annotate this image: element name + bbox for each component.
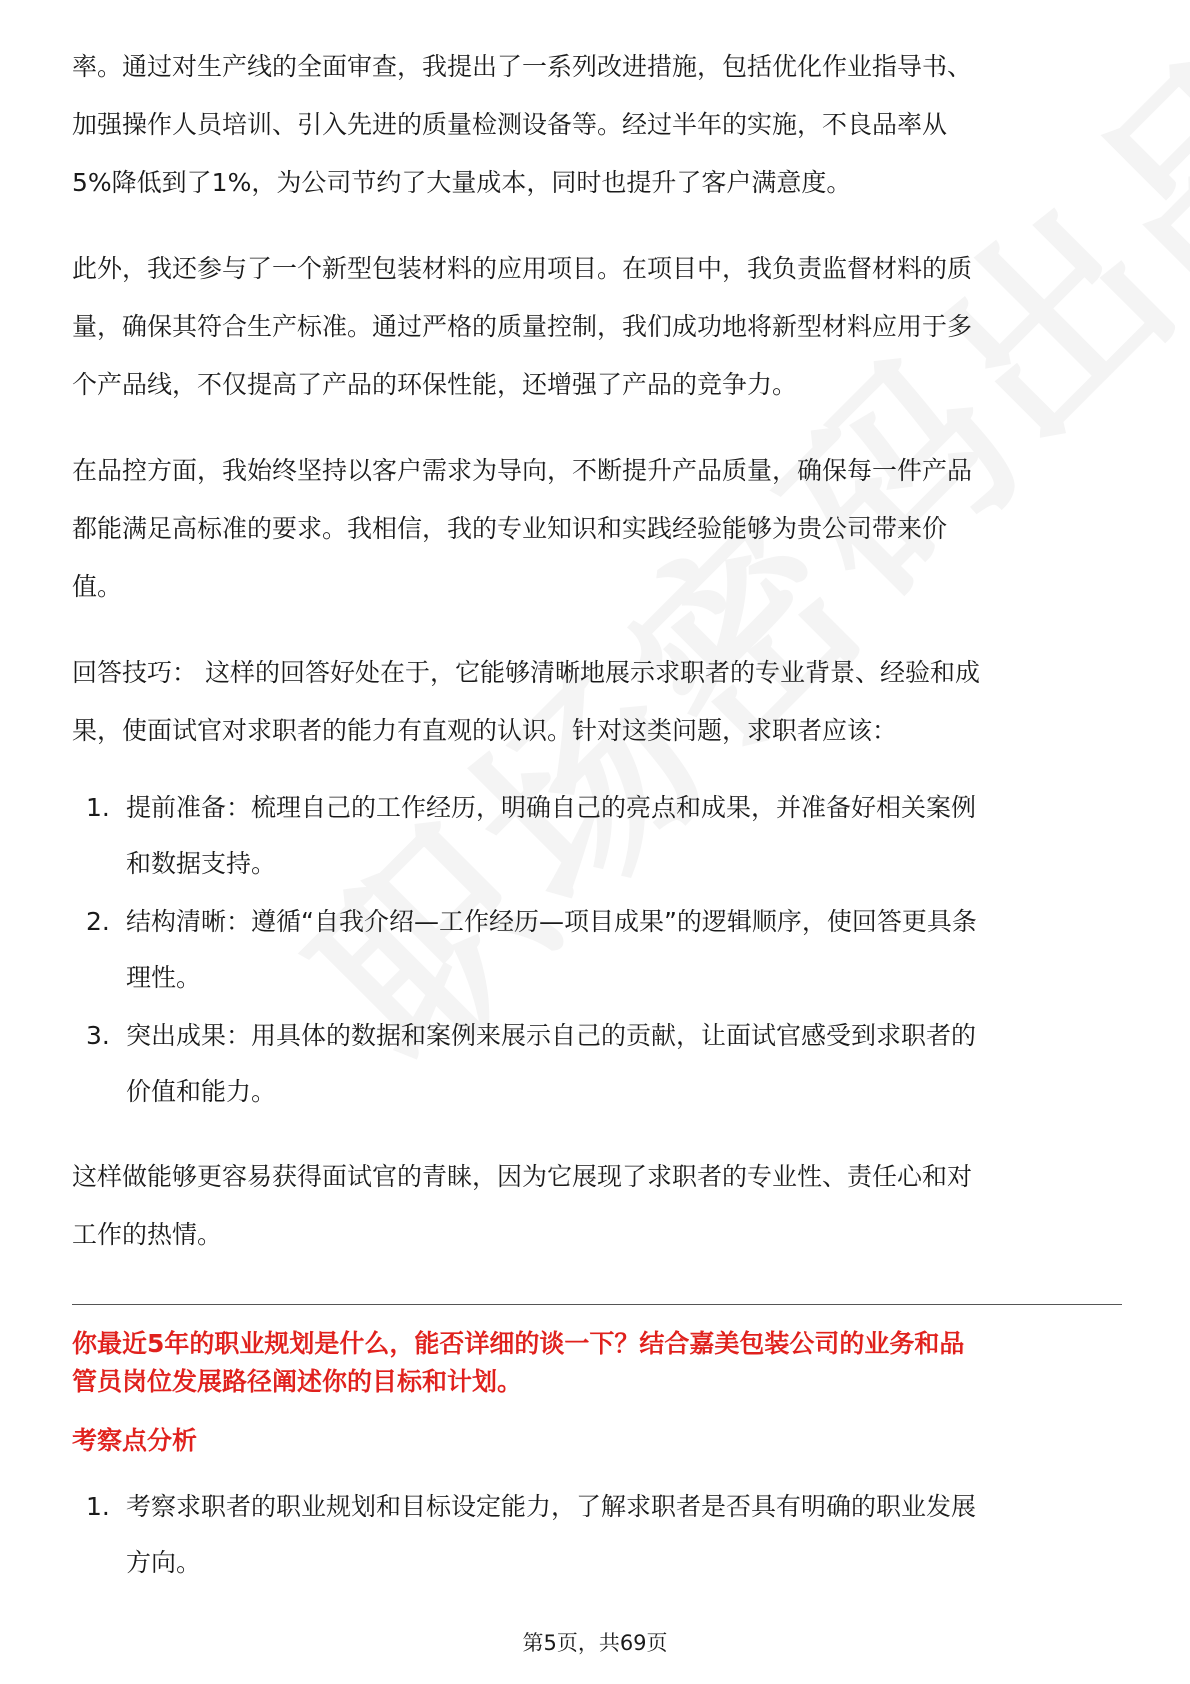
text-line: 在品控方面，我始终坚持以客户需求为导向，不断提升产品质量，确保每一件产品 bbox=[72, 456, 973, 485]
analysis-heading: 考察点分析 bbox=[72, 1426, 198, 1455]
paragraph bbox=[72, 240, 1122, 414]
text-line: 都能满足高标准的要求。我相信，我的专业知识和实践经验能够为贵公司带来价 bbox=[72, 514, 948, 543]
list-item bbox=[72, 1479, 1122, 1591]
text-line: 果，使面试官对求职者的能力有直观的认识。针对这类问题，求职者应该： bbox=[72, 716, 898, 745]
closing-paragraph bbox=[72, 1148, 1122, 1264]
text-line: 个产品线，不仅提高了产品的环保性能，还增强了产品的竞争力。 bbox=[72, 370, 798, 399]
text-line: 工作的热情。 bbox=[72, 1220, 223, 1249]
text-line: 管员岗位发展路径阐述你的目标和计划。 bbox=[72, 1367, 523, 1396]
list-item bbox=[72, 780, 1122, 892]
list-number: 1. bbox=[86, 793, 110, 822]
tips-list bbox=[72, 780, 1122, 1120]
list-number: 2. bbox=[86, 907, 110, 936]
paragraph bbox=[72, 442, 1122, 616]
analysis-list bbox=[72, 1479, 1122, 1591]
text-line: 此外，我还参与了一个新型包装材料的应用项目。在项目中，我负责监督材料的质 bbox=[72, 254, 973, 283]
text-line: 价值和能力。 bbox=[126, 1077, 277, 1106]
text-line: 结构清晰：遵循“自我介绍—工作经历—项目成果”的逻辑顺序，使回答更具条 bbox=[126, 907, 977, 936]
text-line: 和数据支持。 bbox=[126, 849, 277, 878]
page-footer: 第5页，共69页 bbox=[522, 1631, 668, 1655]
text-line: 这样做能够更容易获得面试官的青睐，因为它展现了求职者的专业性、责任心和对 bbox=[72, 1162, 973, 1191]
text-line: 量，确保其符合生产标准。通过严格的质量控制，我们成功地将新型材料应用于多 bbox=[72, 312, 973, 341]
text-line: 加强操作人员培训、引入先进的质量检测设备等。经过半年的实施，不良品率从 bbox=[72, 110, 948, 139]
text-line: 你最近5年的职业规划是什么，能否详细的谈一下？结合嘉美包装公司的业务和品 bbox=[72, 1329, 965, 1358]
text-line: 提前准备：梳理自己的工作经历，明确自己的亮点和成果，并准备好相关案例 bbox=[126, 793, 977, 822]
page-content bbox=[72, 38, 1122, 1591]
text-line: 5%降低到了1%，为公司节约了大量成本，同时也提升了客户满意度。 bbox=[72, 168, 852, 197]
text-line: 回答技巧： 这样的回答好处在于，它能够清晰地展示求职者的专业背景、经验和成 bbox=[72, 658, 980, 687]
text-line: 考察求职者的职业规划和目标设定能力，了解求职者是否具有明确的职业发展 bbox=[126, 1492, 977, 1521]
text-line: 值。 bbox=[72, 572, 123, 601]
list-number: 3. bbox=[86, 1021, 110, 1050]
paragraph bbox=[72, 38, 1122, 212]
text-line: 突出成果：用具体的数据和案例来展示自己的贡献，让面试官感受到求职者的 bbox=[126, 1021, 977, 1050]
interview-question bbox=[72, 1325, 1122, 1401]
answer-tips-paragraph bbox=[72, 644, 1122, 760]
text-line: 率。通过对生产线的全面审查，我提出了一系列改进措施，包括优化作业指导书、 bbox=[72, 52, 973, 81]
list-number: 1. bbox=[86, 1492, 110, 1521]
text-line: 理性。 bbox=[126, 963, 202, 992]
list-item bbox=[72, 1008, 1122, 1120]
text-line: 方向。 bbox=[126, 1548, 202, 1577]
list-item bbox=[72, 894, 1122, 1006]
